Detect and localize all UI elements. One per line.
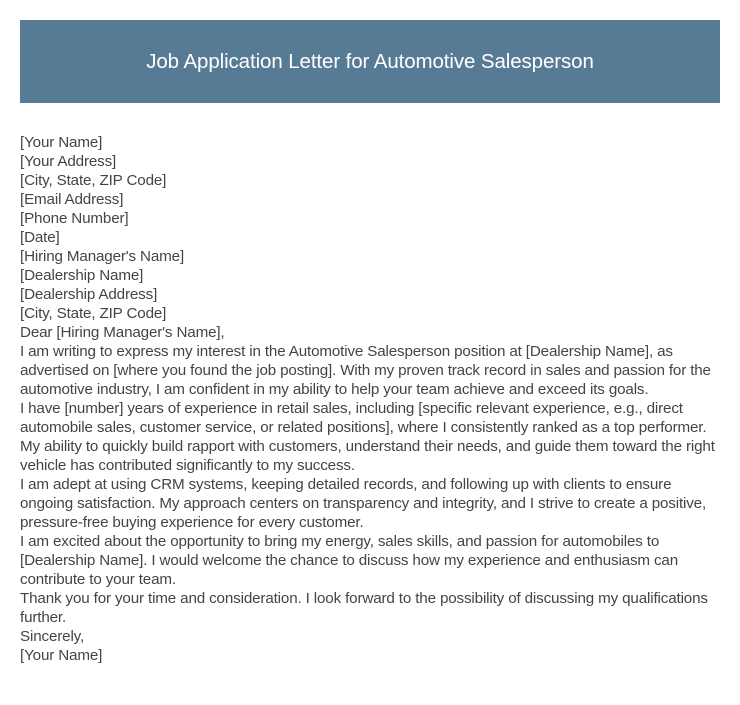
paragraph-skills: I am adept at using CRM systems, keeping detailed records, and following up with clients to ensure ongoing satisfaction. My approach centers on transparency and integrity, and I strive to create a positive, pressure-free buying experience for every customer. (20, 476, 707, 531)
title-banner (20, 20, 720, 103)
sender-city-state-zip: [City, State, ZIP Code] (20, 172, 167, 189)
paragraph-intro: I am writing to express my interest in the Automotive Salesperson position at [Dealership Name], as advertised on [where you found the job posting]. With my proven track record in sales and passion for the automotive industry, I am confident in my ability to help your team achieve and exceed its goals. (20, 343, 711, 398)
signature: [Your Name] (20, 647, 103, 664)
paragraph-thanks: Thank you for your time and consideration. I look forward to the possibility of discussing my qualifications further. (20, 590, 708, 626)
sender-phone: [Phone Number] (20, 210, 129, 227)
recipient-dealership: [Dealership Name] (20, 267, 144, 284)
closing: Sincerely, (20, 628, 85, 645)
recipient-address: [Dealership Address] (20, 286, 158, 303)
recipient-city-state-zip: [City, State, ZIP Code] (20, 305, 167, 322)
paragraph-experience: I have [number] years of experience in retail sales, including [specific relevant experience, e.g., direct automobile sales, customer service, or related positions], where I consistently ranked as a top performer. My ability to quickly build rapport with customers, understand their needs, and guide them toward the right vehicle has contributed significantly to my success. (20, 400, 715, 474)
sender-email: [Email Address] (20, 191, 124, 208)
sender-name: [Your Name] (20, 134, 103, 151)
salutation: Dear [Hiring Manager's Name], (20, 324, 225, 341)
page-title: Job Application Letter for Automotive Salesperson (146, 49, 594, 73)
paragraph-enthusiasm: I am excited about the opportunity to bring my energy, sales skills, and passion for automobiles to [Dealership Name]. I would welcome the chance to discuss how my experience and enthusiasm can contribute to your team. (20, 533, 679, 588)
sender-address: [Your Address] (20, 153, 117, 170)
letter-date: [Date] (20, 229, 60, 246)
recipient-name: [Hiring Manager's Name] (20, 248, 185, 265)
letter-body (20, 133, 720, 665)
